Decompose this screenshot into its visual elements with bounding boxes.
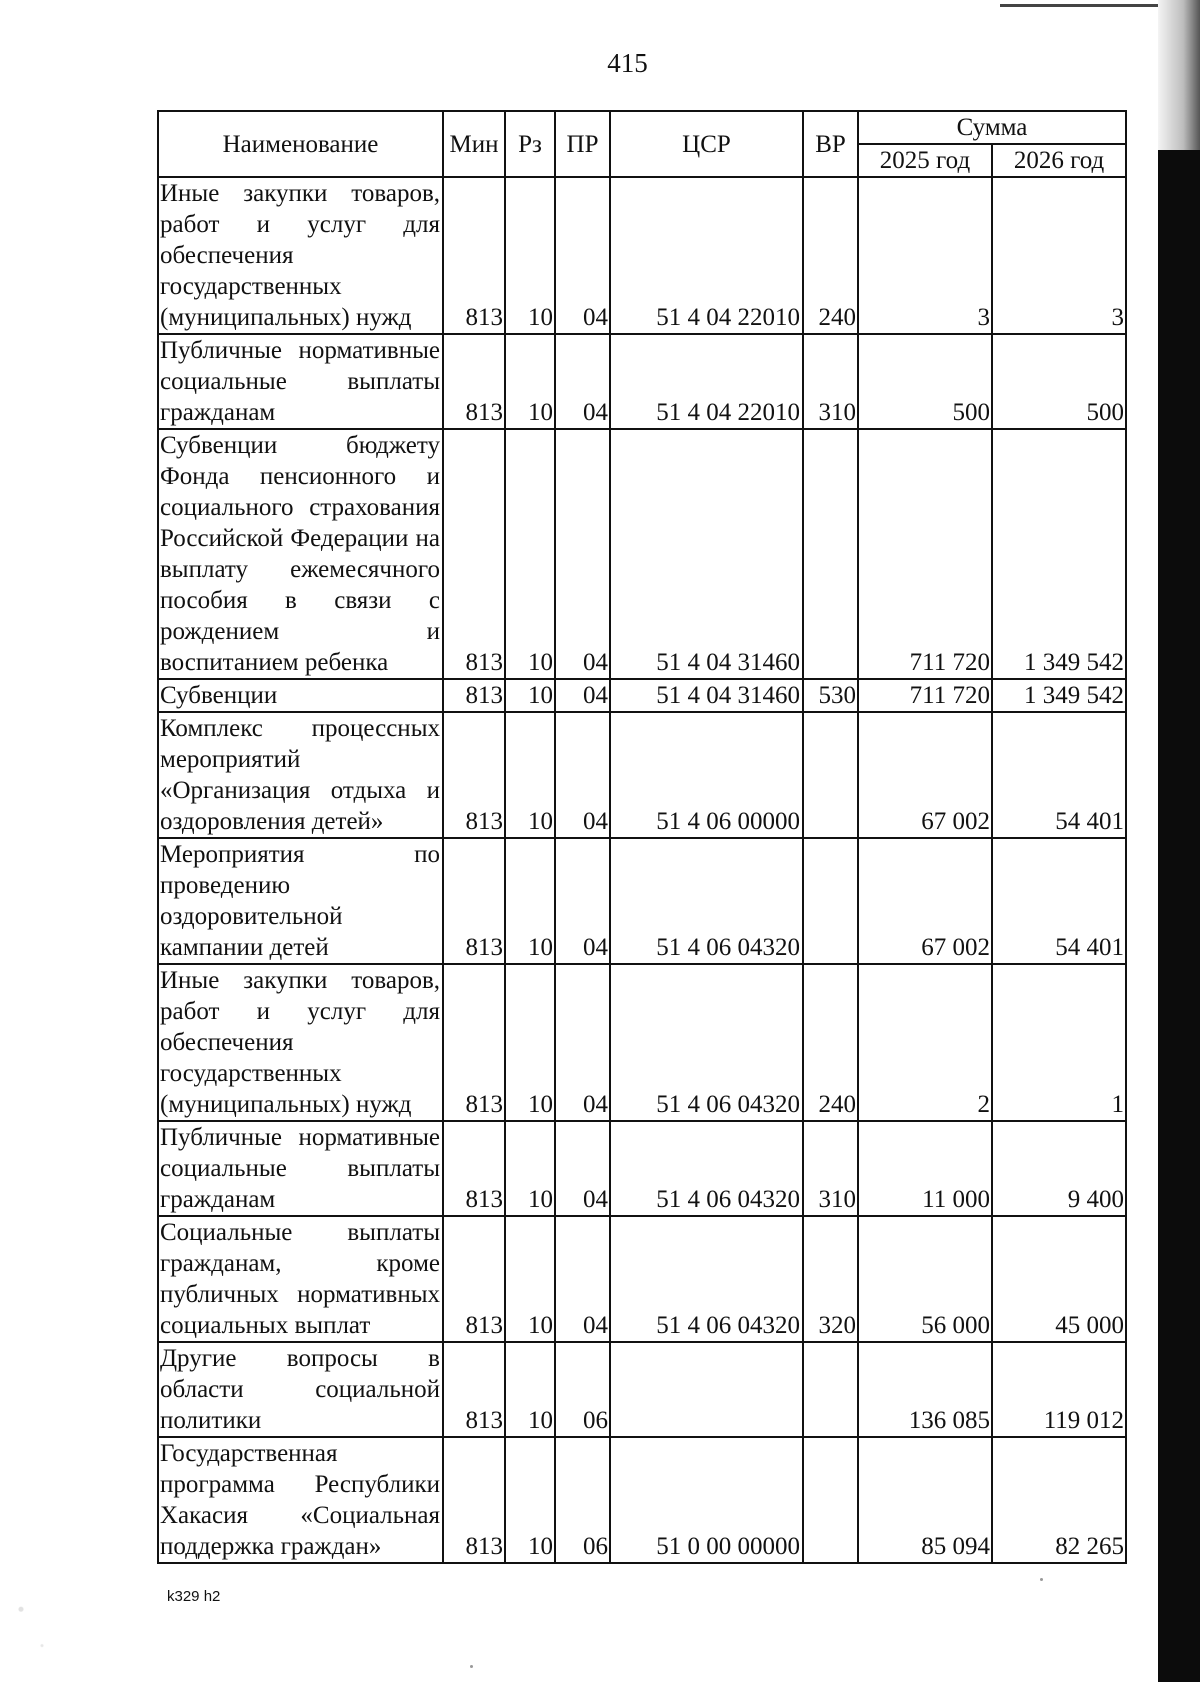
- row-sum-2025: 3: [858, 177, 992, 334]
- row-sum-2025: 67 002: [858, 838, 992, 964]
- header-rz: Рз: [505, 111, 555, 177]
- row-name: Комплекс процессных мероприятий «Организация отдыха и оздоровления детей»: [158, 712, 443, 838]
- row-pr: 04: [555, 1121, 610, 1216]
- row-rz: 10: [505, 1216, 555, 1342]
- row-min: 813: [443, 1437, 505, 1563]
- row-sum-2026: 45 000: [992, 1216, 1126, 1342]
- table-row: [158, 964, 1126, 1121]
- row-vr: 310: [803, 1121, 858, 1216]
- row-name: Другие вопросы в области социальной политики: [158, 1342, 443, 1437]
- row-sum-2025: 85 094: [858, 1437, 992, 1563]
- row-name: Иные закупки товаров, работ и услуг для обеспечения государственных (муниципальных) нужд: [158, 177, 443, 334]
- table-row: [158, 1342, 1126, 1437]
- scan-edge-bar: [1158, 150, 1200, 1682]
- row-rz: 10: [505, 712, 555, 838]
- header-csr: ЦСР: [610, 111, 803, 177]
- table-header: [158, 111, 1126, 177]
- row-vr: 320: [803, 1216, 858, 1342]
- row-sum-2026: 1 349 542: [992, 679, 1126, 712]
- row-sum-2026: 54 401: [992, 712, 1126, 838]
- row-sum-2026: 54 401: [992, 838, 1126, 964]
- row-name: Субвенции бюджету Фонда пенсионного и социального страхования Российской Федерации на выплату ежемесячного пособия в связи с рождением и воспитанием ребенка: [158, 429, 443, 679]
- row-rz: 10: [505, 429, 555, 679]
- row-pr: 04: [555, 964, 610, 1121]
- table-row: [158, 429, 1126, 679]
- row-sum-2026: 1 349 542: [992, 429, 1126, 679]
- row-pr: 06: [555, 1437, 610, 1563]
- row-sum-2025: 711 720: [858, 679, 992, 712]
- row-rz: 10: [505, 1342, 555, 1437]
- table-row: [158, 1437, 1126, 1563]
- page-number: 415: [607, 48, 648, 78]
- table-row: [158, 177, 1126, 334]
- row-vr: [803, 838, 858, 964]
- row-csr: [610, 1342, 803, 1437]
- row-sum-2026: 9 400: [992, 1121, 1126, 1216]
- row-rz: 10: [505, 838, 555, 964]
- scan-dot: [1040, 1578, 1043, 1581]
- scan-dot: [470, 1665, 473, 1668]
- scan-speckle: [0, 1500, 70, 1682]
- row-sum-2026: 119 012: [992, 1342, 1126, 1437]
- header-year-2025: 2025 год: [858, 144, 992, 177]
- row-pr: 04: [555, 712, 610, 838]
- row-pr: 04: [555, 1216, 610, 1342]
- header-sum: Сумма: [858, 111, 1126, 144]
- row-min: 813: [443, 838, 505, 964]
- row-min: 813: [443, 1216, 505, 1342]
- row-csr: 51 4 06 04320: [610, 1216, 803, 1342]
- row-csr: 51 4 06 04320: [610, 838, 803, 964]
- row-pr: 04: [555, 334, 610, 429]
- row-sum-2026: 500: [992, 334, 1126, 429]
- row-vr: [803, 1437, 858, 1563]
- footer-code: k329 h2: [167, 1588, 221, 1605]
- row-sum-2025: 500: [858, 334, 992, 429]
- row-name: Государственная программа Республики Хакасия «Социальная поддержка граждан»: [158, 1437, 443, 1563]
- row-rz: 10: [505, 679, 555, 712]
- row-min: 813: [443, 429, 505, 679]
- table-row: [158, 838, 1126, 964]
- row-vr: 310: [803, 334, 858, 429]
- row-min: 813: [443, 679, 505, 712]
- row-vr: 530: [803, 679, 858, 712]
- budget-table: [157, 110, 1127, 1564]
- row-csr: 51 4 04 31460: [610, 679, 803, 712]
- row-name: Публичные нормативные социальные выплаты гражданам: [158, 334, 443, 429]
- row-pr: 04: [555, 838, 610, 964]
- row-name: Социальные выплаты гражданам, кроме публичных нормативных социальных выплат: [158, 1216, 443, 1342]
- header-min: Мин: [443, 111, 505, 177]
- row-sum-2025: 67 002: [858, 712, 992, 838]
- row-vr: [803, 1342, 858, 1437]
- table-row: [158, 334, 1126, 429]
- row-pr: 04: [555, 429, 610, 679]
- row-sum-2025: 11 000: [858, 1121, 992, 1216]
- row-vr: [803, 429, 858, 679]
- row-rz: 10: [505, 1121, 555, 1216]
- row-min: 813: [443, 1121, 505, 1216]
- row-sum-2026: 82 265: [992, 1437, 1126, 1563]
- header-name: Наименование: [158, 111, 443, 177]
- table-row: [158, 712, 1126, 838]
- row-pr: 04: [555, 679, 610, 712]
- table-body: [158, 177, 1126, 1563]
- row-vr: 240: [803, 964, 858, 1121]
- row-rz: 10: [505, 177, 555, 334]
- row-name: Иные закупки товаров, работ и услуг для обеспечения государственных (муниципальных) нужд: [158, 964, 443, 1121]
- header-pr: ПР: [555, 111, 610, 177]
- row-min: 813: [443, 334, 505, 429]
- row-rz: 10: [505, 964, 555, 1121]
- row-sum-2026: 1: [992, 964, 1126, 1121]
- table-row: [158, 1121, 1126, 1216]
- row-name: Мероприятия по проведению оздоровительной кампании детей: [158, 838, 443, 964]
- row-min: 813: [443, 712, 505, 838]
- row-sum-2026: 3: [992, 177, 1126, 334]
- table-row: [158, 679, 1126, 712]
- row-name: Публичные нормативные социальные выплаты гражданам: [158, 1121, 443, 1216]
- table-row: [158, 1216, 1126, 1342]
- row-vr: 240: [803, 177, 858, 334]
- row-csr: 51 4 06 04320: [610, 964, 803, 1121]
- row-name: Субвенции: [158, 679, 443, 712]
- row-min: 813: [443, 177, 505, 334]
- row-min: 813: [443, 964, 505, 1121]
- row-csr: 51 4 06 00000: [610, 712, 803, 838]
- row-sum-2025: 136 085: [858, 1342, 992, 1437]
- header-vr: ВР: [803, 111, 858, 177]
- row-csr: 51 4 06 04320: [610, 1121, 803, 1216]
- row-rz: 10: [505, 334, 555, 429]
- row-sum-2025: 56 000: [858, 1216, 992, 1342]
- row-csr: 51 4 04 22010: [610, 334, 803, 429]
- row-rz: 10: [505, 1437, 555, 1563]
- row-vr: [803, 712, 858, 838]
- row-min: 813: [443, 1342, 505, 1437]
- row-sum-2025: 711 720: [858, 429, 992, 679]
- row-sum-2025: 2: [858, 964, 992, 1121]
- row-pr: 04: [555, 177, 610, 334]
- row-pr: 06: [555, 1342, 610, 1437]
- row-csr: 51 4 04 31460: [610, 429, 803, 679]
- header-year-2026: 2026 год: [992, 144, 1126, 177]
- row-csr: 51 4 04 22010: [610, 177, 803, 334]
- row-csr: 51 0 00 00000: [610, 1437, 803, 1563]
